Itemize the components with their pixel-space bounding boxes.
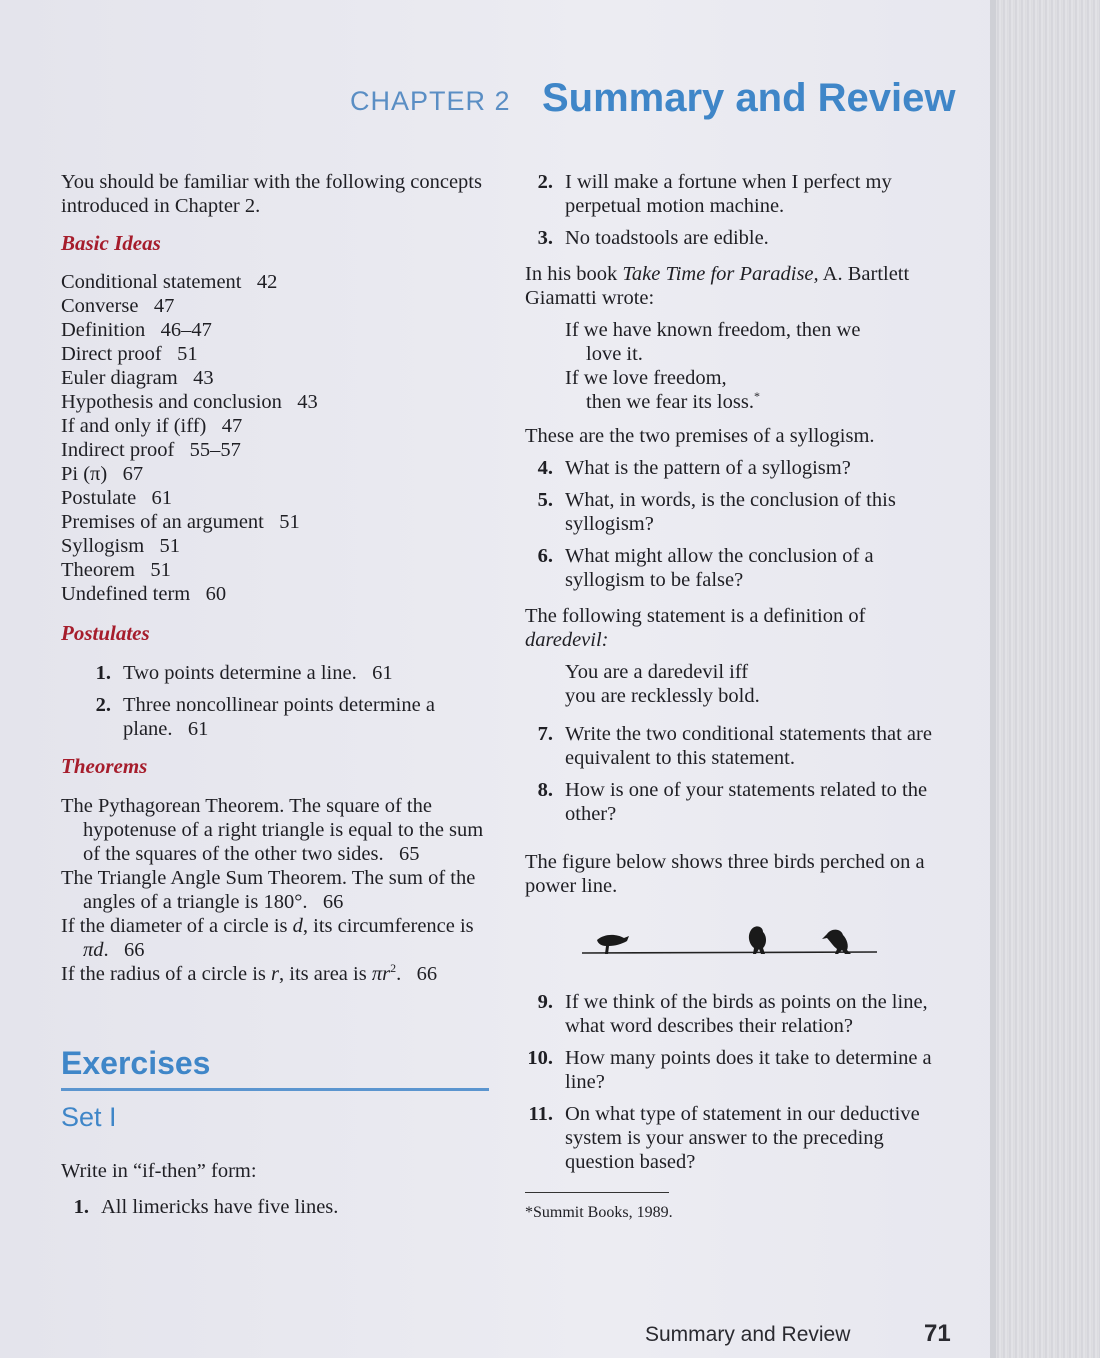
postulates-list bbox=[61, 661, 491, 741]
basic-idea-item: Syllogism 51 bbox=[61, 535, 181, 557]
basic-idea-item: Undefined term 60 bbox=[61, 583, 227, 605]
exercises-rule bbox=[61, 1088, 489, 1091]
basic-idea-item: Euler diagram 43 bbox=[61, 367, 214, 389]
giamatti-quote: If we have known freedom, then we love it. If we love freedom, then we fear its loss.* bbox=[565, 319, 861, 413]
theorem-item: If the radius of a circle is r, its area is $\pi r^2$. 66 bbox=[61, 961, 438, 985]
definition-intro: The following statement is a definition of daredevil: bbox=[525, 605, 866, 651]
basic-idea-item: Postulate 61 bbox=[61, 487, 173, 509]
exercises-heading-block bbox=[61, 1044, 491, 1091]
right-column bbox=[525, 170, 945, 1223]
bird-3-icon bbox=[822, 930, 851, 954]
basic-idea-item: Indirect proof 55–57 bbox=[61, 439, 241, 461]
question-11: 11. On what type of statement in our deductive system is your answer to the preceding question based? bbox=[528, 1103, 920, 1173]
page-edge bbox=[990, 0, 1100, 1358]
theorems-heading: Theorems bbox=[61, 754, 148, 778]
question-9: 9. If we think of the birds as points on the line, what word describes their relation? bbox=[537, 991, 928, 1037]
theorem-item: The Triangle Angle Sum Theorem. The sum of the angles of a triangle is 180°. 66 bbox=[61, 867, 476, 913]
question-4: 4. What is the pattern of a syllogism? bbox=[537, 457, 851, 479]
page-number: 71 bbox=[924, 1320, 951, 1347]
birds-intro: The figure below shows three birds perched on a power line. bbox=[525, 851, 925, 897]
question-5: 5. What, in words, is the conclusion of this syllogism? bbox=[537, 489, 896, 535]
bird-2-icon bbox=[749, 926, 766, 954]
basic-idea-item: If and only if (iff) 47 bbox=[61, 415, 243, 437]
exercises-heading: Exercises bbox=[61, 1045, 211, 1081]
basic-ideas-heading: Basic Ideas bbox=[61, 231, 161, 255]
footnote-rule bbox=[525, 1192, 669, 1193]
giamatti-intro: In his book Take Time for Paradise, A. Bartlett Giamatti wrote: bbox=[525, 263, 910, 309]
postulate-item: 1. Two points determine a line. 61 bbox=[95, 662, 393, 684]
intro-text: You should be familiar with the following concepts introduced in Chapter 2. bbox=[61, 171, 482, 217]
basic-idea-item: Converse 47 bbox=[61, 295, 175, 317]
left-column bbox=[61, 170, 491, 1219]
birds-figure bbox=[525, 908, 945, 968]
power-line bbox=[582, 952, 877, 953]
question-7: 7. Write the two conditional statements that are equivalent to this statement. bbox=[537, 723, 932, 769]
chapter-label: CHAPTER 2 bbox=[350, 86, 511, 116]
basic-idea-item: Conditional statement 42 bbox=[61, 271, 278, 293]
postulate-item: 2. Three noncollinear points determine a plane. 61 bbox=[95, 694, 435, 740]
basic-idea-item: Theorem 51 bbox=[61, 559, 171, 581]
question-2: 2. I will make a fortune when I perfect my perpetual motion machine. bbox=[537, 171, 892, 217]
footnote: *Summit Books, 1989. bbox=[525, 1204, 673, 1221]
basic-idea-item: Pi (π) 67 bbox=[61, 463, 144, 485]
instruction-text: Write in “if-then” form: bbox=[61, 1160, 257, 1182]
theorems-list bbox=[61, 794, 491, 986]
basic-idea-item: Direct proof 51 bbox=[61, 343, 198, 365]
basic-idea-item: Hypothesis and conclusion 43 bbox=[61, 391, 318, 413]
question-3: 3. No toadstools are edible. bbox=[537, 227, 769, 249]
question-8: 8. How is one of your statements related to the other? bbox=[537, 779, 928, 825]
postulates-heading: Postulates bbox=[61, 621, 150, 645]
basic-idea-item: Definition 46–47 bbox=[61, 319, 212, 341]
question-10: 10. How many points does it take to determine a line? bbox=[527, 1047, 932, 1093]
question-1: 1. All limericks have five lines. bbox=[73, 1196, 339, 1218]
footer-label: Summary and Review bbox=[645, 1323, 851, 1346]
premises-text: These are the two premises of a syllogism. bbox=[525, 425, 875, 447]
basic-idea-item: Premises of an argument 51 bbox=[61, 511, 300, 533]
question-6: 6. What might allow the conclusion of a syllogism to be false? bbox=[537, 545, 874, 591]
page-title: Summary and Review bbox=[542, 76, 956, 120]
bird-1-icon bbox=[597, 935, 629, 954]
definition-quote: You are a daredevil iff you are recklessly bold. bbox=[565, 661, 760, 707]
theorem-item: If the diameter of a circle is d, its circumference is πd. 66 bbox=[61, 915, 474, 961]
theorem-item: The Pythagorean Theorem. The square of the hypotenuse of a right triangle is equal to the sum of the squares of the other two sides. 65 bbox=[61, 795, 484, 865]
set-heading: Set I bbox=[61, 1102, 117, 1132]
basic-ideas-list bbox=[61, 270, 491, 606]
